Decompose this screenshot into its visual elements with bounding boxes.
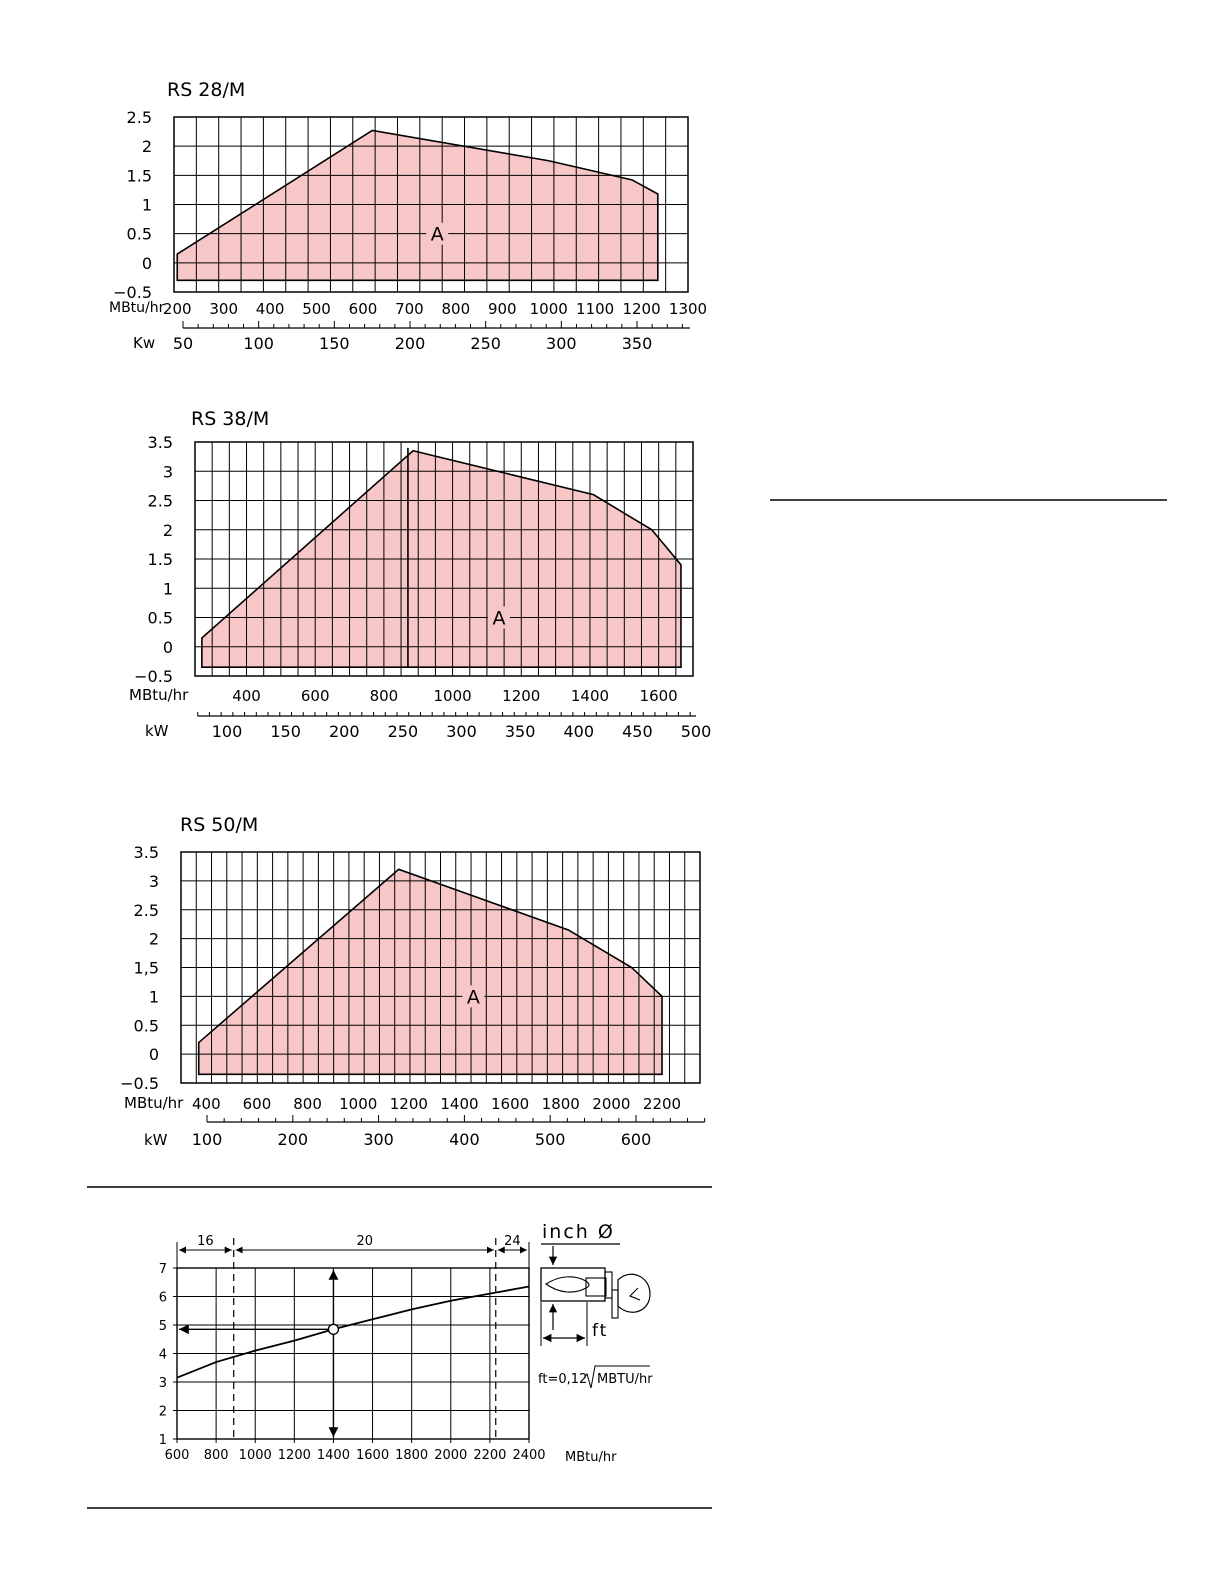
x-tick-label: 1400: [316, 1448, 350, 1463]
x-tick-label: 800: [293, 1095, 322, 1113]
secondary-x-tick-label: 200: [394, 334, 426, 353]
x-tick-label: 900: [487, 300, 517, 318]
burner-housing: [618, 1274, 650, 1312]
x-unit-label: MBtu/hr: [565, 1450, 617, 1465]
secondary-x-tick-label: 350: [504, 722, 536, 741]
y-tick-label: 1.5: [147, 550, 173, 569]
chart-rs28m: [109, 79, 707, 353]
x-tick-label: 1800: [541, 1095, 580, 1113]
x-tick-label: 300: [209, 300, 239, 318]
working-area-polygon: [177, 130, 658, 280]
y-tick-label: 0.5: [133, 1016, 159, 1036]
secondary-x-tick-label: 250: [387, 722, 419, 741]
chart-rs38m: [129, 408, 711, 741]
x-tick-label: 1000: [529, 300, 568, 318]
y-tick-label: 0.5: [126, 224, 152, 244]
y-tick-label: 2: [162, 520, 173, 540]
secondary-x-tick-label: 200: [277, 1130, 309, 1149]
plot-area: [159, 1234, 546, 1463]
secondary-x-unit-label: kW: [145, 722, 169, 740]
y-tick-label: 2.5: [147, 491, 173, 511]
secondary-x-tick-label: 300: [546, 334, 577, 353]
secondary-x-tick-label: 600: [620, 1130, 652, 1149]
x-tick-label: 400: [255, 300, 285, 318]
x-tick-label: 2000: [434, 1448, 468, 1463]
y-tick-label: 1,5: [133, 958, 159, 978]
secondary-x-tick-label: 200: [328, 722, 360, 741]
range-label: 20: [356, 1234, 374, 1249]
y-tick-label: 2: [148, 929, 159, 949]
y-tick-label: 0: [141, 253, 152, 273]
x-tick-label: 600: [164, 1448, 190, 1463]
burner-housing-detail: [630, 1288, 640, 1300]
diameter-header-label: inch Ø: [542, 1221, 615, 1243]
x-unit-label: MBtu/hr: [109, 300, 165, 316]
formula-prefix: ft=0,12: [538, 1372, 588, 1387]
series-line: [177, 1287, 529, 1378]
y-tick-label: 3.5: [147, 433, 173, 452]
x-tick-label: 1800: [395, 1448, 429, 1463]
x-tick-label: 2200: [473, 1448, 507, 1463]
example-point: [328, 1324, 338, 1334]
x-tick-label: 1000: [339, 1095, 378, 1113]
y-tick-label: 1: [148, 987, 159, 1007]
x-tick-label: 1000: [238, 1448, 272, 1463]
secondary-x-tick-label: 100: [211, 722, 243, 741]
x-tick-label: 1300: [668, 300, 708, 318]
chart-rs50m: [120, 814, 704, 1149]
range-label: 24: [504, 1234, 521, 1249]
region-label: A: [492, 607, 506, 630]
x-tick-label: 800: [369, 687, 399, 705]
y-tick-label: 3: [158, 1376, 167, 1391]
x-tick-label: 600: [242, 1095, 272, 1113]
y-tick-label: 1: [141, 195, 152, 215]
secondary-x-tick-label: 50: [172, 334, 194, 353]
secondary-x-tick-label: 500: [534, 1130, 566, 1149]
secondary-x-tick-label: 100: [243, 334, 274, 353]
y-tick-label: 0: [148, 1045, 159, 1065]
y-tick-label: 6: [158, 1290, 167, 1306]
x-tick-label: 1400: [570, 687, 610, 705]
x-tick-label: 1200: [277, 1448, 311, 1463]
chart-head-length: [159, 1234, 617, 1465]
secondary-x-tick-label: 400: [449, 1130, 480, 1149]
secondary-x-tick-label: 450: [622, 722, 653, 741]
y-tick-label: 3: [162, 462, 173, 482]
y-tick-label: 2: [158, 1404, 167, 1420]
x-tick-label: 800: [203, 1448, 229, 1463]
y-tick-label: 7: [158, 1262, 167, 1277]
chart-title: RS 38/M: [191, 408, 270, 430]
chart-title: RS 28/M: [167, 79, 246, 101]
y-tick-label: 0: [162, 637, 173, 657]
y-tick-label: 0.5: [147, 608, 173, 628]
x-tick-label: 400: [191, 1095, 221, 1113]
dimension-label: ft: [592, 1321, 609, 1341]
secondary-x-tick-label: 300: [363, 1130, 394, 1149]
x-tick-label: 2000: [592, 1095, 631, 1113]
y-tick-label: 5: [158, 1319, 167, 1334]
x-tick-label: 1600: [491, 1095, 530, 1113]
x-tick-label: 600: [300, 687, 330, 705]
burner-plate: [612, 1290, 618, 1318]
x-tick-label: 600: [348, 300, 378, 318]
y-tick-label: 3: [148, 871, 159, 891]
secondary-x-unit-label: kW: [144, 1131, 168, 1149]
secondary-x-unit-label: Kw: [133, 334, 156, 352]
secondary-x-tick-label: 500: [680, 722, 712, 741]
formula-radicand: MBTU/hr: [597, 1372, 653, 1387]
x-tick-label: 200: [162, 300, 192, 318]
secondary-x-tick-label: 250: [470, 334, 501, 353]
x-tick-label: 1400: [440, 1095, 479, 1113]
x-tick-label: 1600: [356, 1448, 390, 1463]
y-tick-label: 2: [141, 137, 152, 157]
x-tick-label: 1100: [576, 300, 615, 318]
burner-flange: [586, 1278, 606, 1296]
burner-head-diagram: [538, 1221, 653, 1388]
x-unit-label: MBtu/hr: [129, 686, 189, 704]
range-label: 16: [197, 1234, 214, 1249]
y-tick-label: 2.5: [126, 108, 152, 127]
x-tick-label: 2400: [512, 1448, 546, 1463]
y-tick-label: 1: [158, 1433, 167, 1448]
x-tick-label: 1000: [433, 687, 472, 705]
secondary-x-tick-label: 350: [621, 334, 653, 353]
secondary-x-tick-label: 150: [270, 722, 301, 741]
secondary-x-tick-label: 300: [446, 722, 477, 741]
secondary-x-tick-label: 100: [191, 1130, 223, 1149]
plot-area: [134, 433, 711, 741]
y-tick-label: 3.5: [133, 843, 159, 862]
y-tick-label: −0.5: [113, 283, 152, 302]
x-tick-label: 400: [232, 687, 261, 705]
y-tick-label: 4: [158, 1347, 167, 1363]
y-tick-label: 1.5: [126, 166, 152, 186]
plot-area: [120, 843, 704, 1149]
x-tick-label: 1200: [622, 300, 661, 318]
x-tick-label: 700: [395, 300, 424, 318]
region-label: A: [466, 986, 480, 1009]
y-tick-label: 1: [162, 579, 173, 599]
x-tick-label: 1200: [389, 1095, 428, 1113]
plot-area: [113, 108, 707, 353]
flame-shape: [546, 1277, 589, 1292]
x-tick-label: 1600: [639, 687, 678, 705]
y-tick-label: 2.5: [133, 900, 159, 920]
x-tick-label: 800: [441, 300, 471, 318]
x-tick-label: 500: [302, 300, 331, 318]
x-unit-label: MBtu/hr: [124, 1094, 184, 1112]
region-label: A: [430, 223, 444, 246]
x-tick-label: 1200: [502, 687, 541, 705]
x-tick-label: 2200: [642, 1095, 682, 1113]
y-tick-label: −0.5: [120, 1074, 159, 1093]
secondary-x-tick-label: 400: [563, 722, 595, 741]
working-area-polygon: [199, 869, 662, 1074]
secondary-x-tick-label: 150: [319, 334, 350, 353]
chart-title: RS 50/M: [180, 814, 259, 836]
y-tick-label: −0.5: [134, 667, 173, 686]
